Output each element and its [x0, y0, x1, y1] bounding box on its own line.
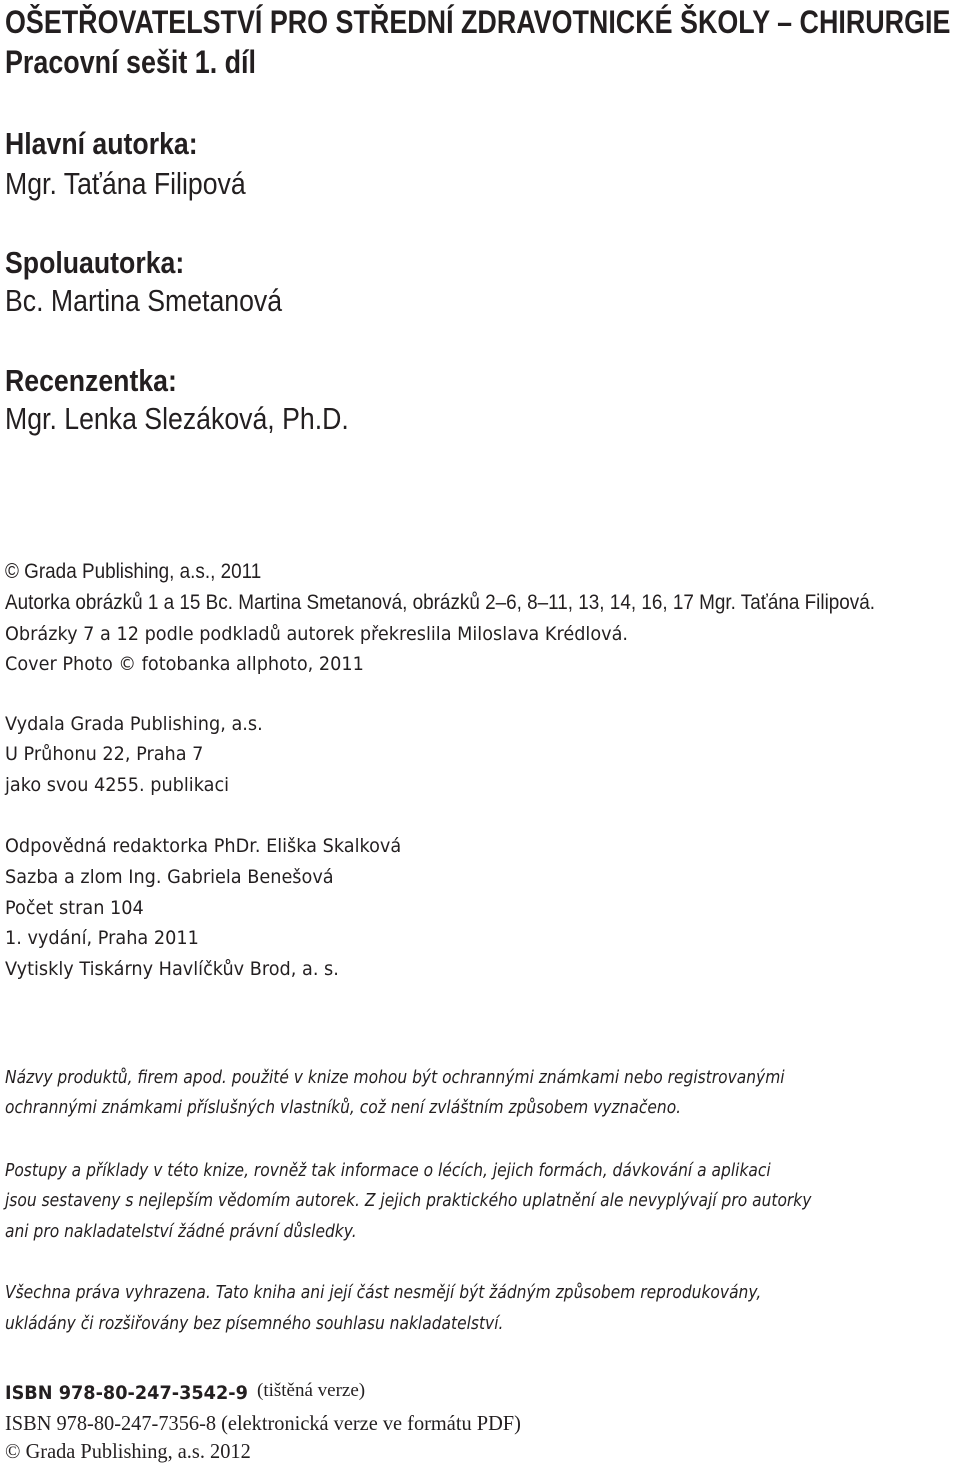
- edition-line: 1. vydání, Praha 2011: [5, 927, 199, 949]
- reviewer-label-row: [5, 363, 205, 399]
- medical-disclaimer-2: jsou sestaveny s nejlepším vědomím autorek. Z jejich praktického uplatnění ale nevyplývají pro autorky: [5, 1190, 812, 1211]
- trademark-notice-2: ochrannými známkami příslušných vlastníků, což není zvláštním způsobem vyznačeno.: [5, 1097, 682, 1118]
- isbn-electronic-row: [5, 1411, 537, 1436]
- co-author-name: Bc. Martina Smetanová: [5, 283, 283, 318]
- publisher-line2-row: [5, 743, 218, 765]
- illustrations-row: [5, 591, 960, 615]
- reviewer-name-row: [5, 401, 405, 437]
- redrawn-row: [5, 623, 675, 645]
- typesetting-line: Sazba a zlom Ing. Gabriela Benešová: [5, 866, 334, 888]
- isbn-print-row: [5, 1382, 266, 1404]
- page-count-line: Počet stran 104: [5, 897, 144, 919]
- co-author-label-row: [5, 245, 213, 281]
- copyright-row: [5, 560, 290, 584]
- copyright-2012: © Grada Publishing, a.s. 2012: [5, 1439, 251, 1463]
- main-author-name-row: [5, 166, 285, 202]
- publication-number: jako svou 4255. publikaci: [5, 774, 230, 796]
- isbn-electronic: ISBN 978-80-247-7356-8 (elektronická verze ve formátu PDF): [5, 1411, 521, 1435]
- trademark-row-2: [5, 1097, 791, 1118]
- co-author-label: Spoluautorka:: [5, 245, 185, 280]
- rights-notice-1: Všechna práva vyhrazena. Tato kniha ani její část nesmějí být žádným způsobem reprodukovány,: [5, 1282, 762, 1303]
- editor-row: [5, 835, 431, 857]
- cover-photo-row: [5, 653, 391, 675]
- book-title: OŠETŘOVATELSTVÍ PRO STŘEDNÍ ZDRAVOTNICKÉ ŠKOLY – CHIRURGIE: [5, 4, 951, 40]
- pages-row: [5, 897, 154, 919]
- edition-row: [5, 927, 213, 949]
- book-subtitle-row: [5, 44, 304, 81]
- rights-row-2: [5, 1313, 585, 1334]
- book-subtitle: Pracovní sešit 1. díl: [5, 44, 256, 80]
- publisher-line1-row: [5, 713, 282, 735]
- medical-row-1: [5, 1160, 895, 1181]
- main-author-label-row: [5, 126, 229, 162]
- copyright-2012-row: [5, 1439, 258, 1464]
- isbn-print: ISBN 978-80-247-3542-9: [5, 1382, 248, 1404]
- printer-line: Vytiskly Tiskárny Havlíčkův Brod, a. s.: [5, 958, 339, 980]
- rights-notice-2: ukládány či rozšiřovány bez písemného souhlasu nakladatelství.: [5, 1313, 504, 1334]
- editor-line: Odpovědná redaktorka PhDr. Eliška Skalková: [5, 835, 402, 857]
- medical-row-3: [5, 1221, 414, 1242]
- reviewer-label: Recenzentka:: [5, 363, 177, 398]
- cover-photo-credit: Cover Photo © fotobanka allphoto, 2011: [5, 653, 364, 675]
- trademark-row-1: [5, 1067, 912, 1088]
- copyright-line: © Grada Publishing, a.s., 2011: [5, 560, 262, 583]
- isbn-print-note-row: [257, 1380, 365, 1402]
- medical-disclaimer-1: Postupy a příklady v této knize, rovněž tak informace o lécích, jejich formách, dávkování a aplikaci: [5, 1160, 771, 1181]
- medical-disclaimer-3: ani pro nakladatelství žádné právní důsledky.: [5, 1221, 357, 1242]
- publisher-line3-row: [5, 774, 246, 796]
- book-title-block: [5, 4, 960, 41]
- medical-row-2: [5, 1190, 943, 1211]
- isbn-print-note: (tištěná verze): [257, 1380, 366, 1401]
- redrawn-credit: Obrázky 7 a 12 podle podkladů autorek překreslila Miloslava Krédlová.: [5, 623, 629, 645]
- typesetting-row: [5, 866, 358, 888]
- main-author-name: Mgr. Taťána Filipová: [5, 166, 246, 201]
- main-author-label: Hlavní autorka:: [5, 126, 198, 161]
- trademark-notice-1: Názvy produktů, firem apod. použité v knize mohou být ochrannými známkami nebo registrovanými: [5, 1067, 785, 1088]
- co-author-name-row: [5, 283, 327, 319]
- illustrations-credit: Autorka obrázků 1 a 15 Bc. Martina Smetanová, obrázků 2–6, 8–11, 13, 14, 16, 17 Mgr. Taťána Filipová.: [5, 591, 876, 614]
- reviewer-name: Mgr. Lenka Slezáková, Ph.D.: [5, 401, 349, 436]
- publisher-line1: Vydala Grada Publishing, a.s.: [5, 713, 263, 735]
- printer-row: [5, 958, 364, 980]
- publisher-address: U Průhonu 22, Praha 7: [5, 743, 204, 765]
- rights-row-1: [5, 1282, 884, 1303]
